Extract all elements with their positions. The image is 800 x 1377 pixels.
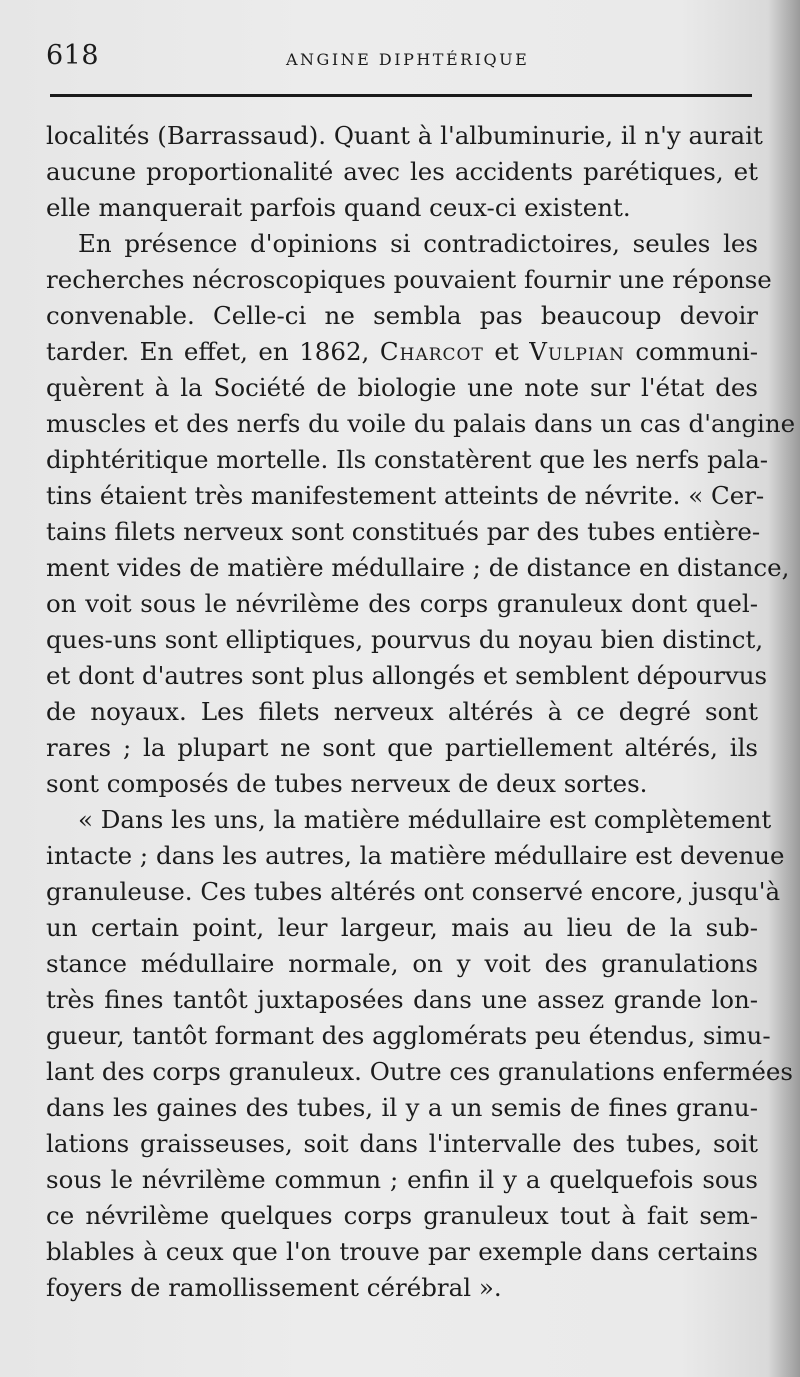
text-line: muscles et des nerfs du voile du palais dans un cas d'angine: [46, 409, 796, 438]
text-line: quèrent à la Société de biologie une note sur l'état des: [46, 373, 758, 402]
paragraph-start-line: En présence d'opinions si contradictoires, seules les: [78, 229, 758, 258]
text-line: convenable. Celle-ci ne sembla pas beaucoup devoir: [46, 301, 758, 330]
header-rule: [50, 94, 752, 97]
text-line: sous le névrilème commun ; enfin il y a quelquefois sous: [46, 1165, 758, 1194]
text-line: tains filets nerveux sont constitués par des tubes entière-: [46, 517, 761, 546]
text-line: lant des corps granuleux. Outre ces granulations enfermées: [46, 1057, 793, 1086]
author-name-vulpian: Vulpian: [529, 337, 625, 366]
line-fragment-end: communi-: [635, 337, 759, 366]
text-line: tins étaient très manifestement atteints de névrite. « Cer-: [46, 481, 765, 510]
text-line: localités (Barrassaud). Quant à l'albuminurie, il n'y aurait: [46, 121, 763, 150]
text-line: on voit sous le névrilème des corps granuleux dont quel-: [46, 589, 758, 618]
text-line: et dont d'autres sont plus allongés et semblent dépourvus: [46, 661, 768, 690]
text-line: granuleuse. Ces tubes altérés ont conservé encore, jusqu'à: [46, 877, 781, 906]
text-line: sont composés de tubes nerveux de deux sortes.: [46, 769, 648, 798]
conjunction: et: [494, 337, 519, 366]
text-line: blables à ceux que l'on trouve par exemple dans certains: [46, 1237, 758, 1266]
text-line: recherches nécroscopiques pouvaient fournir une réponse: [46, 265, 772, 294]
text-line: gueur, tantôt formant des agglomérats peu étendus, simu-: [46, 1021, 771, 1050]
running-title: ANGINE DIPHTÉRIQUE: [286, 50, 530, 69]
text-line: un certain point, leur largeur, mais au lieu de la sub-: [46, 913, 758, 942]
text-line: foyers de ramollissement cérébral ».: [46, 1273, 502, 1302]
text-line: intacte ; dans les autres, la matière médullaire est devenue: [46, 841, 785, 870]
text-line-with-names: [46, 334, 758, 370]
text-line: de noyaux. Les filets nerveux altérés à ce degré sont: [46, 697, 758, 726]
text-line: lations graisseuses, soit dans l'intervalle des tubes, soit: [46, 1129, 758, 1158]
text-line: dans les gaines des tubes, il y a un semis de fines granu-: [46, 1093, 758, 1122]
text-line: stance médullaire normale, on y voit des granulations: [46, 949, 758, 978]
text-line: ce névrilème quelques corps granuleux tout à fait sem-: [46, 1201, 758, 1230]
page-header: [46, 40, 756, 80]
text-line: ment vides de matière médullaire ; de distance en distance,: [46, 553, 790, 582]
body-text: [46, 118, 796, 1306]
paragraph-start-line: « Dans les uns, la matière médullaire est complètement: [78, 805, 772, 834]
text-line: rares ; la plupart ne sont que partiellement altérés, ils: [46, 733, 758, 762]
text-line: ques-uns sont elliptiques, pourvus du noyau bien distinct,: [46, 625, 764, 654]
author-name-charcot: Charcot: [379, 337, 484, 366]
text-line: elle manquerait parfois quand ceux-ci existent.: [46, 193, 631, 222]
page-number: 618: [46, 40, 100, 71]
line-fragment: tarder. En effet, en 1862,: [46, 337, 370, 366]
text-line: aucune proportionalité avec les accidents parétiques, et: [46, 157, 758, 186]
text-line: très fines tantôt juxtaposées dans une assez grande lon-: [46, 985, 758, 1014]
text-line: diphtéritique mortelle. Ils constatèrent que les nerfs pala-: [46, 445, 769, 474]
